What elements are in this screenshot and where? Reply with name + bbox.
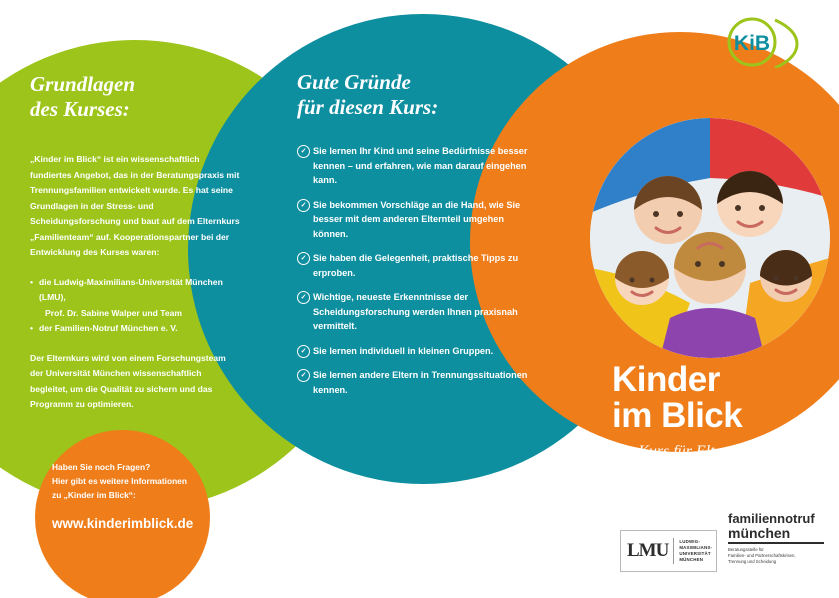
benefit-item — [297, 144, 532, 188]
lmu-logo-text — [679, 539, 712, 563]
contact-box — [52, 460, 217, 532]
middle-heading-line1: Gute Gründe — [297, 70, 411, 94]
check-icon: ✓ — [297, 291, 310, 304]
lmu-text-line-4: MÜNCHEN — [679, 557, 704, 562]
fnm-line-2: münchen — [728, 525, 791, 541]
subtitle-line-2: in Trennung — [612, 463, 690, 480]
lmu-logo — [620, 530, 717, 572]
brochure-title — [612, 362, 827, 482]
fnm-sub-line-3: Trennung und Scheidung — [728, 559, 777, 564]
contact-line-3: zu „Kinder im Blick“: — [52, 490, 136, 500]
website-url[interactable]: www.kinderimblick.de — [52, 516, 194, 531]
benefits-list — [297, 144, 532, 397]
contact-line-2: Hier gibt es weitere Informationen — [52, 476, 187, 486]
partner-item: Prof. Dr. Sabine Walper und Team — [45, 307, 183, 318]
children-photo — [590, 118, 830, 358]
benefit-text: Sie lernen Ihr Kind und seine Bedürfnisse besser kennen – und erfahren, wie man darauf eingehen kann. — [313, 146, 528, 185]
fnm-divider — [728, 542, 824, 544]
lmu-text-line-2: MAXIMILIANS- — [679, 545, 713, 550]
left-paragraph-2: Der Elternkurs wird von einem Forschungsteam der Universität München wissenschaftlich begleitet, um die Qualität zu sichern und das Programm zu optimieren. — [30, 352, 226, 409]
benefit-item — [297, 290, 532, 334]
partner-item: • der Familien-Notruf München e. V. — [30, 321, 240, 337]
check-icon: ✓ — [297, 145, 310, 158]
left-paragraph-1: „Kinder im Blick“ ist ein wissenschaftlich fundiertes Angebot, das in der Beratungspraxis mit Trennungsfamilien entwickelt wurde. Es hat seine Grundlagen in der Stress- und Scheidungsforschung und baut auf dem Elternkurs „Familienteam“ auf. Kooperationspartner bei der Entwicklung des Kurses waren: — [30, 154, 240, 257]
title-line-2: im Blick — [612, 396, 743, 435]
fnm-line-1 — [728, 512, 828, 526]
benefit-item — [297, 368, 532, 397]
fnm-sub-line-2: Familien- und Partnerschaftskrisen, — [728, 553, 796, 558]
benefit-text: Sie lernen individuell in kleinen Gruppen. — [313, 345, 494, 356]
left-heading-line1: Grundlagen — [30, 72, 136, 96]
lmu-text-line-3: UNIVERSITÄT — [679, 551, 711, 556]
benefit-item — [297, 344, 532, 359]
title-subtitle — [612, 442, 827, 482]
benefit-text: Wichtige, neueste Erkenntnisse der Scheidungsforschung werden Ihnen praxisnah vermittelt. — [313, 292, 518, 331]
check-icon: ✓ — [297, 199, 310, 212]
contact-line-1: Haben Sie noch Fragen? — [52, 462, 151, 472]
partner-item: • die Ludwig-Maximilians-Universität München (LMU), — [30, 275, 240, 306]
left-heading-line2: des Kurses: — [30, 97, 130, 121]
fnm-word-notruf: notruf — [777, 511, 815, 526]
lmu-text-line-1: LUDWIG- — [679, 539, 700, 544]
title-line-1: Kinder — [612, 360, 720, 399]
left-column-heading — [30, 72, 240, 122]
subtitle-line-1: Ein Kurs für Eltern — [612, 443, 737, 460]
kib-logo — [725, 16, 819, 68]
benefit-text: Sie haben die Gelegenheit, praktische Tipps zu erproben. — [313, 253, 519, 278]
familien-notruf-logo — [728, 512, 828, 565]
benefit-item — [297, 251, 532, 280]
check-icon: ✓ — [297, 252, 310, 265]
middle-column — [297, 70, 532, 407]
fnm-word-familien: familien — [728, 511, 778, 526]
benefit-item — [297, 198, 532, 242]
lmu-divider — [673, 538, 674, 564]
check-icon: ✓ — [297, 345, 310, 358]
partner-list — [30, 275, 240, 337]
svg-text:KiB: KiB — [733, 32, 771, 55]
fnm-sub-line-1: Beratungsstelle für — [728, 547, 764, 552]
middle-column-heading — [297, 70, 532, 120]
lmu-wordmark: LMU — [627, 540, 669, 561]
left-column — [30, 72, 240, 427]
check-icon: ✓ — [297, 369, 310, 382]
middle-heading-line2: für diesen Kurs: — [297, 95, 439, 119]
benefit-text: Sie bekommen Vorschläge an die Hand, wie Sie besser mit dem anderen Elternteil umgehen können. — [313, 199, 521, 239]
benefit-text: Sie lernen andere Eltern in Trennungssituationen kennen. — [313, 370, 528, 395]
